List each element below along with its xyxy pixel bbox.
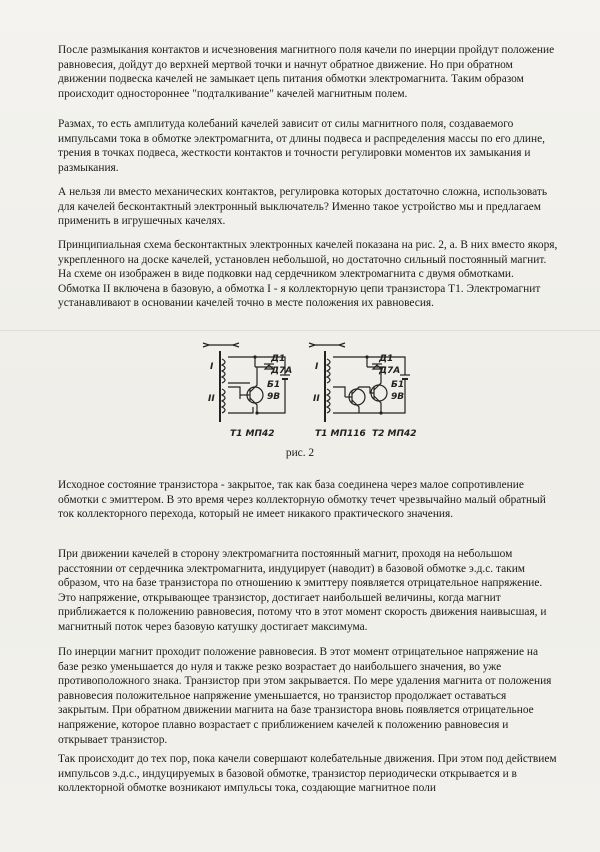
label-right-coil-2: II — [313, 394, 320, 404]
label-right-transistor-2: Т2 МП42 — [372, 429, 417, 439]
label-right-coil-1: I — [315, 362, 319, 372]
label-left-transistor: Т1 МП42 — [230, 429, 275, 439]
paragraph-7: По инерции магнит проходит положение равновесия. В этот момент отрицательное напряжение на базе резко уменьшается до нуля и также резко возрастает до наибольшего значения, во уже противоположного знака. Транзистор при этом закрывается. По мере удаления магнита от положения равновесия положительное напряжение уменьшается, но транзистор продолжает оставаться закрытым. При обратном движении магнита на базе транзистора вновь появляется отрицательное напряжение, которое плавно возрастает с приближением качелей к положению равновесия и открывает транзистор. — [58, 646, 552, 746]
paragraph-1: После размыкания контактов и исчезновения магнитного поля качели по инерции пройдут положение равновесия, дойдут до верхней мертвой точки и начнут обратное движение. Но при обратном движении подвеска качелей не замыкает цепь питания обмотки электромагнита. Таким образом происходит одностороннее "подталкивание" качелей магнитным полем. — [58, 44, 555, 100]
label-right-battery: Б1 — [391, 380, 405, 390]
figure-caption: рис. 2 — [285, 447, 315, 459]
label-right-transistor-1: Т1 МП116 — [315, 429, 366, 439]
label-left-diode: Д1 — [271, 354, 286, 364]
label-left-coil-2: II — [208, 394, 215, 404]
label-left-battery: Б1 — [267, 380, 281, 390]
label-left-voltage: 9В — [267, 392, 281, 402]
paragraph-2: Размах, то есть амплитуда колебаний качелей зависит от силы магнитного поля, создаваемого импульсами тока в обмотке электромагнита, от длины подвеса и распределения массы по его длине, трения в точках подвеса, жесткости контактов и точности регулировки моментов их замыкания и размыкания. — [58, 118, 546, 174]
label-left-coil-1: I — [210, 362, 214, 372]
paragraph-3: А нельзя ли вместо механических контактов, регулировка которых достаточно сложна, использовать для качелей бесконтактный электронный выключатель? Именно такое устройство мы и предлагаем применить в игрушечных качелях. — [58, 186, 548, 228]
label-left-diode-type: Д7А — [271, 366, 293, 376]
page-fold-line — [0, 330, 600, 331]
label-right-voltage: 9В — [391, 392, 405, 402]
paragraph-8: Так происходит до тех пор, пока качели совершают колебательные движения. При этом под действием импульсов э.д.с., индуцируемых в базовой обмотке, транзистор периодически открывается и в коллекторной обмотке возникают импульсы тока, создающие магнитное поли — [58, 753, 557, 795]
label-right-diode: Д1 — [379, 354, 394, 364]
paragraph-6: При движении качелей в сторону электромагнита постоянный магнит, проходя на небольшом расстоянии от сердечника электромагнита, индуцирует (наводит) в базовой обмотке э.д.с. таким образом, что на базе транзистора по отношению к эмиттеру появляется отрицательное напряжение. Это напряжение, открывающее транзистор, достигает наибольшей величины, когда магнит приближается к положению равновесия, потому что в этот момент скорость движения наивысшая, и магнитный поток через базовую катушку достигает максимума. — [58, 548, 547, 633]
paragraph-5: Исходное состояние транзистора - закрытое, так как база соединена через малое сопротивление обмотки с эмиттером. В это время через коллекторную обмотку течет чрезвычайно малый обратный ток коллекторного перехода, который не имеет никакого практического значения. — [58, 479, 546, 521]
circuit-schematic — [195, 337, 425, 442]
paragraph-4: Принципиальная схема бесконтактных электронных качелей показана на рис. 2, а. В них вместо якоря, укрепленного на доске качелей, установлен небольшой, но достаточно сильный постоянный магнит. На схеме он изображен в виде подковки над сердечником электромагнита с двумя обмотками. Обмотка II включена в базовую, а обмотка I - я коллекторную цепи транзистора Т1. Электромагнит устанавливают в основании качелей точно в месте положения их равновесия. — [58, 239, 558, 310]
label-right-diode-type: Д7А — [379, 366, 401, 376]
